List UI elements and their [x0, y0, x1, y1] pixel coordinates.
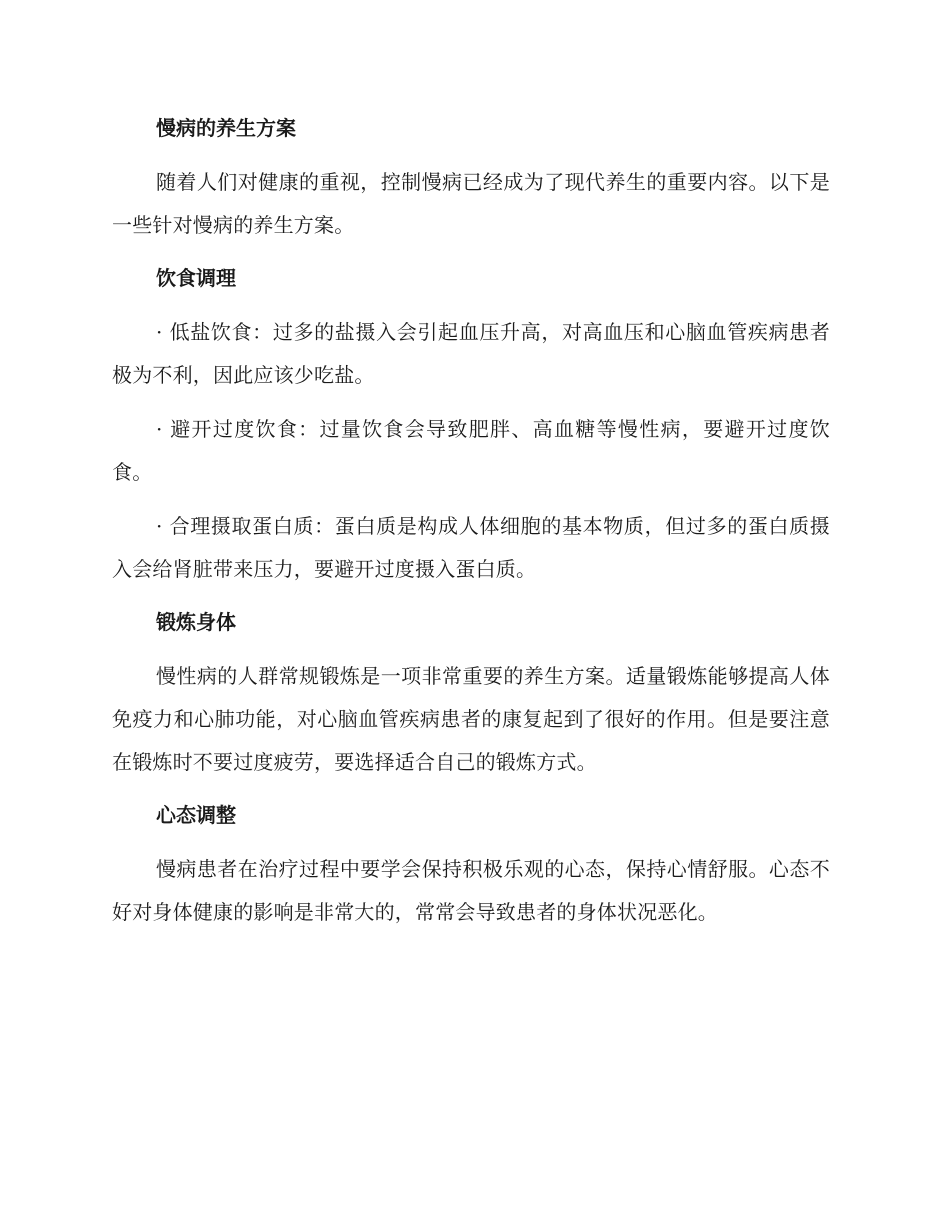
- mindset-paragraph: 慢病患者在治疗过程中要学会保持积极乐观的心态，保持心情舒服。心态不好对身体健康的影响是非常大的，常常会导致患者的身体状况恶化。: [112, 857, 830, 924]
- diet-item-protein: · 合理摄取蛋白质：蛋白质是构成人体细胞的基本物质，但过多的蛋白质摄入会给肾脏带来压力，要避开过度摄入蛋白质。: [112, 514, 830, 581]
- document-title: 慢病的养生方案: [156, 116, 296, 140]
- intro-paragraph: 随着人们对健康的重视，控制慢病已经成为了现代养生的重要内容。以下是一些针对慢病的养生方案。: [112, 170, 830, 237]
- exercise-paragraph: 慢性病的人群常规锻炼是一项非常重要的养生方案。适量锻炼能够提高人体免疫力和心肺功能，对心脑血管疾病患者的康复起到了很好的作用。但是要注意在锻炼时不要过度疲劳，要选择适合自己的锻炼方式。: [112, 664, 830, 774]
- diet-item-avoid-overeating: · 避开过度饮食：过量饮食会导致肥胖、高血糖等慢性病，要避开过度饮食。: [112, 417, 830, 484]
- diet-item-low-salt: · 低盐饮食：过多的盐摄入会引起血压升高，对高血压和心脑血管疾病患者极为不利，因此应该少吃盐。: [112, 320, 830, 387]
- section-heading-exercise: 锻炼身体: [156, 610, 236, 634]
- section-heading-mindset: 心态调整: [156, 803, 236, 827]
- section-heading-diet: 饮食调理: [156, 266, 236, 290]
